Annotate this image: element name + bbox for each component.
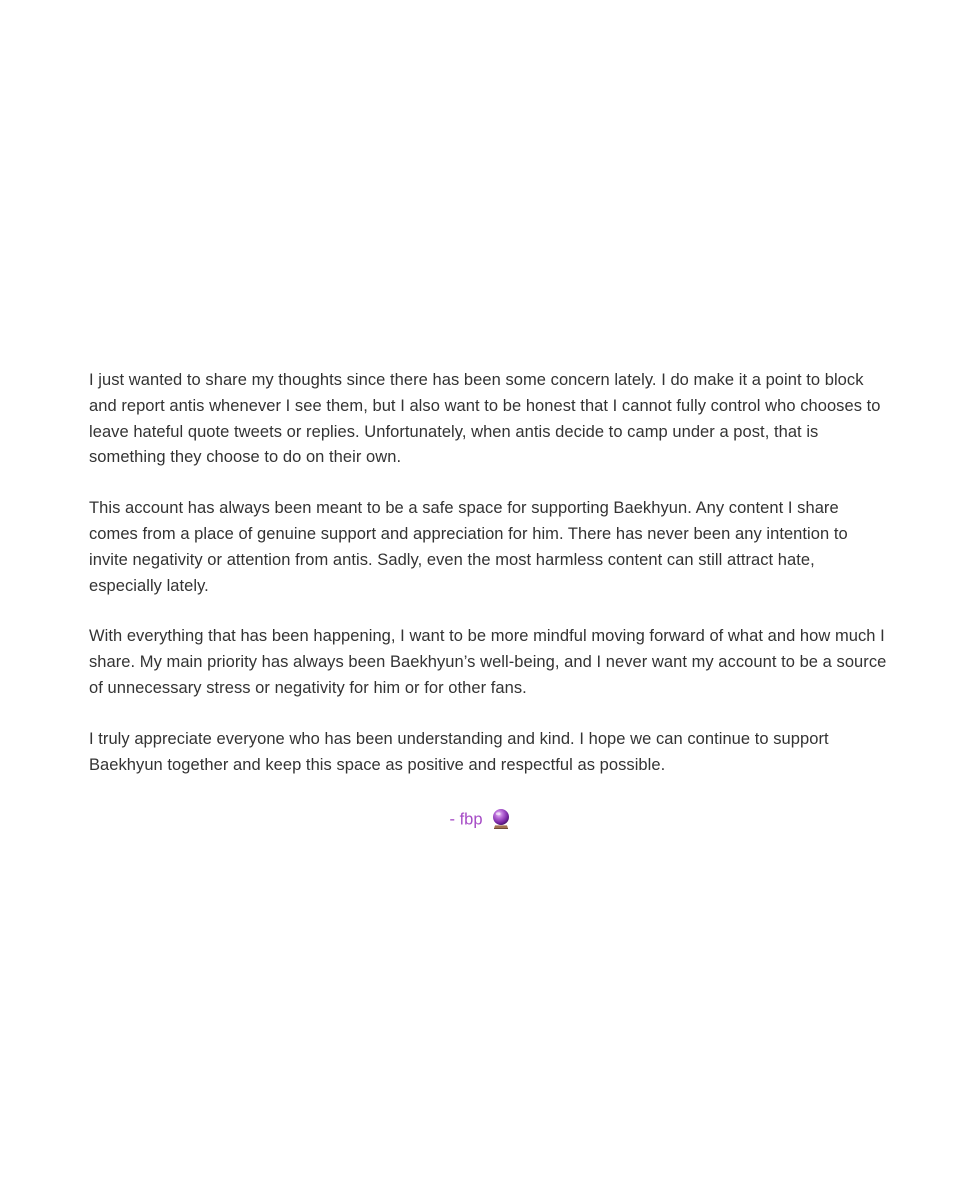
note-body	[89, 368, 889, 803]
note-paragraph-1: I just wanted to share my thoughts since there has been some concern lately. I do make it a point to block and report antis whenever I see them, but I also want to be honest that I cannot fully control who chooses to leave hateful quote tweets or replies. Unfortunately, when antis decide to camp under a post, that is something they choose to do on their own.	[89, 371, 881, 467]
note-paragraph-2: This account has always been meant to be a safe space for supporting Baekhyun. Any content I share comes from a place of genuine support and appreciation for him. There has never been any intention to invite negativity or attention from antis. Sadly, even the most harmless content can still attract hate, especially lately.	[89, 499, 848, 595]
note-paragraph-3: With everything that has been happening, I want to be more mindful moving forward of what and how much I share. My main priority has always been Baekhyun’s well-being, and I never want my account to be a source of unnecessary stress or negativity for him or for other fans.	[89, 627, 887, 697]
signature-text: - fbp	[449, 810, 483, 829]
note-paragraph-4: I truly appreciate everyone who has been understanding and kind. I hope we can continue to support Baekhyun together and keep this space as positive and respectful as possible.	[89, 729, 829, 774]
signature	[0, 807, 960, 832]
crystal-ball-icon	[491, 808, 511, 830]
